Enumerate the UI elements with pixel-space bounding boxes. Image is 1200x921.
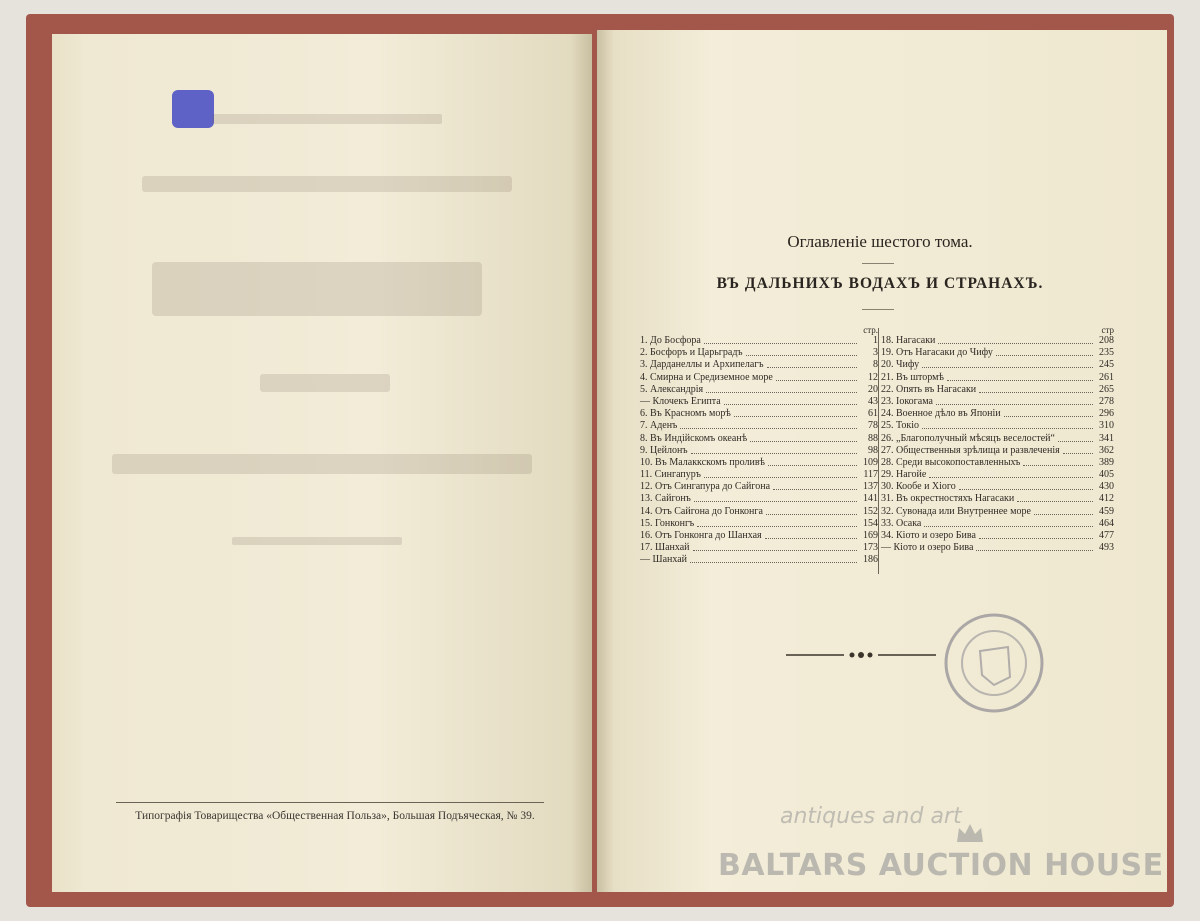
dot-leader [706, 384, 857, 393]
toc-entry-page: 98 [868, 444, 878, 456]
footer-rule [116, 802, 544, 803]
dot-leader [724, 396, 857, 405]
dot-leader [924, 518, 1093, 527]
toc-entry-page: 186 [863, 554, 878, 566]
toc-entry-title: 1. До Босфора [640, 335, 701, 346]
toc-entry [881, 542, 1114, 554]
toc-entry-title: 9. Цейлонъ [640, 444, 688, 456]
column-divider [878, 328, 879, 574]
dot-leader [690, 554, 857, 563]
toc-entry-page: 261 [1099, 371, 1114, 383]
dot-leader [1023, 457, 1093, 466]
dot-leader [929, 469, 1093, 478]
toc-entry-title: 21. Въ штормѣ [881, 371, 944, 383]
toc-entry-page: 3 [873, 347, 878, 359]
toc-entry [881, 530, 1114, 542]
watermark-brand: BALTARS AUCTION HOUSE [718, 848, 1164, 883]
toc-entry-title: 25. Токіо [881, 420, 919, 432]
dot-leader [765, 530, 857, 539]
subtitle-rule [862, 309, 894, 310]
toc-entry [640, 481, 878, 493]
dot-leader [938, 335, 1093, 344]
watermark-tagline: antiques and art [780, 804, 962, 829]
toc-entry [640, 530, 878, 542]
toc-entry [881, 396, 1114, 408]
toc-entry-title: 32. Сувонада или Внутреннее море [881, 505, 1031, 517]
toc-entry-page: 235 [1099, 347, 1114, 359]
toc-entry [881, 481, 1114, 493]
toc-entry-page: 20 [868, 383, 878, 395]
toc-entry-title: 5. Александрія [640, 383, 704, 395]
toc-entry-title: 13. Сайгонъ [640, 493, 691, 505]
toc-entry [881, 433, 1114, 445]
toc-entry-title: — Клочекъ Египта [640, 395, 721, 407]
toc-entry [640, 554, 878, 566]
toc-entry [881, 408, 1114, 420]
toc-column-right [881, 324, 1114, 554]
toc-entry [881, 347, 1114, 359]
toc-entry-title: — Шанхай [640, 554, 688, 566]
dot-leader [1058, 433, 1093, 442]
show-through-text [52, 34, 592, 892]
page-column-label-right: стр [1101, 325, 1114, 335]
toc-entry-page: 389 [1099, 456, 1114, 468]
toc-entry [881, 335, 1114, 347]
dot-leader [693, 542, 857, 551]
toc-entry-title: 23. Іокогама [881, 395, 933, 407]
toc-entry [640, 542, 878, 554]
toc-entry [640, 518, 878, 530]
toc-entry-page: 464 [1099, 517, 1114, 529]
toc-entry-page: 278 [1099, 395, 1114, 407]
dot-leader [1034, 506, 1093, 515]
toc-entry-title: 11. Сингапуръ [640, 469, 701, 481]
toc-entry [881, 506, 1114, 518]
dot-leader [996, 347, 1093, 356]
toc-entry-page: 8 [873, 359, 878, 371]
toc-entry-title: 29. Нагойе [881, 469, 927, 481]
toc-entry-title: 20. Чифу [881, 359, 920, 371]
dot-leader [691, 445, 857, 454]
dot-leader [750, 433, 857, 442]
dot-leader [766, 506, 857, 515]
page-column-label: стр. [863, 325, 878, 335]
toc-entry-page: 310 [1099, 420, 1114, 432]
toc-entry [881, 359, 1114, 371]
toc-entry-page: 61 [868, 408, 878, 420]
toc-entry-page: 169 [863, 530, 878, 541]
toc-entry [881, 518, 1114, 530]
toc-entry [640, 359, 878, 371]
toc-entry-title: 17. Шанхай [640, 542, 690, 554]
dot-leader [936, 396, 1093, 405]
toc-entry-page: 109 [863, 456, 878, 468]
toc-entry-title: 28. Среди высокопоставленныхъ [881, 456, 1021, 468]
toc-entry-title: 15. Гонконгъ [640, 517, 695, 529]
toc-title: Оглавленіе шестого тома. [787, 232, 973, 251]
ornament-divider [786, 648, 936, 662]
toc-entry-page: 88 [868, 432, 878, 444]
dot-leader [922, 420, 1093, 429]
toc-entry-title: 27. Общественныя зрѣлища и развлеченія [881, 444, 1060, 456]
toc-entry [640, 384, 878, 396]
dot-leader [697, 518, 857, 527]
dot-leader [773, 481, 857, 490]
toc-entry-title: 12. Отъ Сингапура до Сайгона [640, 481, 771, 493]
toc-entry-title: 16. Отъ Гонконга до Шанхая [640, 530, 762, 541]
toc-entry [640, 493, 878, 505]
toc-entry [881, 457, 1114, 469]
toc-entry-title: 31. Въ окрестностяхъ Нагасаки [881, 493, 1015, 505]
toc-entry [640, 396, 878, 408]
toc-entry [881, 445, 1114, 457]
toc-entry-title: 6. Въ Красномъ морѣ [640, 408, 731, 420]
toc-entry-title: 3. Дарданеллы и Архипелагъ [640, 359, 764, 371]
toc-entry-page: 477 [1099, 530, 1114, 541]
toc-entry-page: 362 [1099, 444, 1114, 456]
toc-entry [640, 408, 878, 420]
toc-entry-title: 24. Военное дѣло въ Японіи [881, 408, 1001, 420]
toc-entry [881, 384, 1114, 396]
toc-entry [640, 445, 878, 457]
dot-leader [1063, 445, 1093, 454]
toc-entry-title: — Кіото и озеро Бива [881, 542, 974, 554]
dot-leader [976, 542, 1093, 551]
toc-entry-page: 152 [863, 505, 878, 517]
toc-entry-title: 7. Аденъ [640, 420, 678, 432]
toc-entry-page: 117 [863, 469, 878, 481]
toc-entry-page: 173 [863, 542, 878, 554]
dot-leader [680, 420, 857, 429]
toc-subtitle: ВЪ ДАЛЬНИХЪ ВОДАХЪ И СТРАНАХЪ. [716, 275, 1044, 292]
toc-column-left [640, 324, 878, 567]
toc-entry-page: 296 [1099, 408, 1114, 420]
toc-entry [640, 420, 878, 432]
toc-entry [881, 372, 1114, 384]
dot-leader [767, 359, 857, 368]
dot-leader [768, 457, 857, 466]
dot-leader [1004, 408, 1093, 417]
toc-entry-title: 30. Кообе и Хіого [881, 481, 956, 493]
toc-entry-page: 265 [1099, 383, 1114, 395]
toc-entry [640, 457, 878, 469]
toc-entry-title: 10. Въ Малаккскомъ проливѣ [640, 456, 765, 468]
toc-entry-page: 430 [1099, 481, 1114, 493]
toc-entry-title: 34. Кіото и озеро Бива [881, 530, 976, 541]
dot-leader [922, 359, 1093, 368]
toc-entry-page: 154 [863, 517, 878, 529]
toc-entry-title: 26. „Благополучный мѣсяцъ веселостей“ [881, 432, 1055, 444]
toc-entry-title: 18. Нагасаки [881, 335, 936, 346]
toc-entry-page: 405 [1099, 469, 1114, 481]
toc-entry-page: 141 [863, 493, 878, 505]
toc-entry [640, 469, 878, 481]
dot-leader [979, 384, 1093, 393]
dot-leader [947, 372, 1093, 381]
dot-leader [704, 469, 857, 478]
dot-leader [734, 408, 857, 417]
toc-entry-page: 245 [1099, 359, 1114, 371]
toc-entry [640, 335, 878, 347]
toc-entry-title: 19. Отъ Нагасаки до Чифу [881, 347, 993, 359]
toc-entry-title: 33. Осака [881, 517, 922, 529]
library-stamp [938, 607, 1050, 719]
dot-leader [1017, 493, 1093, 502]
toc-entry [881, 493, 1114, 505]
toc-entry [640, 347, 878, 359]
toc-entry-page: 137 [863, 481, 878, 493]
toc-entry-title: 14. Отъ Сайгона до Гонконга [640, 505, 763, 517]
toc-entry-page: 412 [1099, 493, 1114, 505]
dot-leader [704, 335, 857, 344]
toc-entry-title: 4. Смирна и Средиземное море [640, 371, 773, 383]
toc-entry [640, 506, 878, 518]
toc-entry-page: 1 [873, 335, 878, 346]
toc-entry-page: 43 [868, 395, 878, 407]
toc-entry-title: 2. Босфоръ и Царьградъ [640, 347, 743, 359]
toc-entry [881, 469, 1114, 481]
dot-leader [979, 530, 1093, 539]
dot-leader [694, 493, 857, 502]
printer-imprint: Типографія Товарищества «Общественная Польза», Большая Подъяческая, № 39. [135, 810, 535, 822]
dot-leader [776, 372, 857, 381]
toc-entry-page: 459 [1099, 505, 1114, 517]
toc-entry-title: 8. Въ Индійскомъ океанѣ [640, 432, 748, 444]
toc-entry-page: 341 [1099, 432, 1114, 444]
title-rule [862, 263, 894, 264]
toc-entry-title: 22. Опять въ Нагасаки [881, 383, 977, 395]
toc-entry [640, 433, 878, 445]
toc-entry-page: 208 [1099, 335, 1114, 346]
dot-leader [959, 481, 1093, 490]
dot-leader [746, 347, 857, 356]
toc-entry-page: 493 [1099, 542, 1114, 554]
toc-entry-page: 78 [868, 420, 878, 432]
crown-icon [955, 822, 985, 846]
toc-entry [640, 372, 878, 384]
toc-entry [881, 420, 1114, 432]
toc-entry-page: 12 [868, 371, 878, 383]
